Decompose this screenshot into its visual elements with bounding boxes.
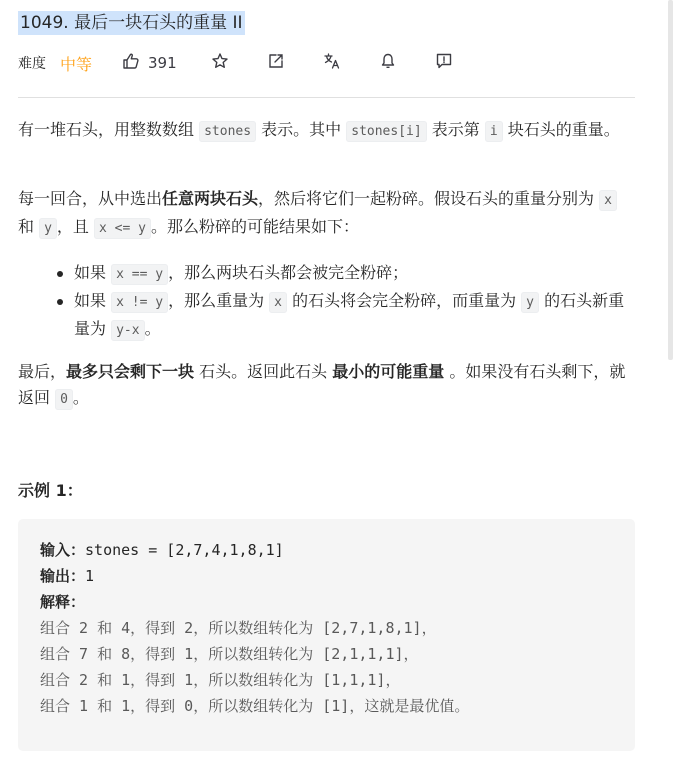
list-item: 如果 x == y ，那么两块石头都会被完全粉碎；: [74, 260, 638, 288]
example-input-line: 输入：stones = [2,7,4,1,8,1]: [40, 541, 284, 559]
favorite-button[interactable]: [207, 52, 233, 74]
problem-title: 1049. 最后一块石头的重量 II: [20, 13, 243, 33]
inline-code: y-x: [111, 320, 144, 341]
description-paragraph-1: 有一堆石头，用整数数组 stones 表示。其中 stones[i] 表示第 i 块石头的重量。: [18, 117, 638, 145]
example-step: 组合 2 和 4，得到 2，所以数组转化为 [2,7,1,8,1]，: [40, 619, 437, 637]
inline-code: x != y: [111, 292, 168, 313]
page-scrollbar[interactable]: [668, 0, 673, 360]
description-paragraph-3: 最后，最多只会剩下一块 石头。返回此石头 最小的可能重量 。如果没有石头剩下，就返回 0 。: [18, 359, 638, 413]
emphasis: 最多只会剩下一块: [66, 362, 195, 381]
inline-code: 0: [55, 389, 73, 410]
inline-code: x == y: [111, 264, 168, 285]
share-icon: [267, 52, 285, 74]
bullet-icon: [57, 271, 63, 277]
description-paragraph-2: 每一回合，从中选出任意两块石头，然后将它们一起粉碎。假设石头的重量分别为 x 和 y ，且 x <= y 。那么粉碎的可能结果如下：: [18, 186, 638, 242]
list-item: 如果 x != y ，那么重量为 x 的石头将会完全粉碎，而重量为 y 的石头新重量为 y-x 。: [74, 288, 638, 344]
example-heading: 示例 1：: [18, 481, 83, 500]
bullet-icon: [57, 299, 63, 305]
difficulty-label: 难度: [18, 56, 46, 72]
thumbs-up-icon: [122, 52, 140, 74]
example-step: 组合 1 和 1，得到 0，所以数组转化为 [1]，这就是最优值。: [40, 697, 470, 715]
difficulty-badge: 中等: [60, 54, 93, 74]
inline-code: y: [521, 292, 539, 313]
feedback-icon: [435, 52, 453, 74]
feedback-button[interactable]: [431, 52, 457, 74]
example-block: [18, 519, 635, 751]
problem-meta-bar: [18, 50, 457, 76]
inline-code: stones[i]: [346, 121, 426, 142]
share-button[interactable]: [263, 52, 289, 74]
emphasis: 任意两块石头: [162, 189, 259, 208]
star-icon: [211, 52, 229, 74]
emphasis: 最小的可能重量: [332, 362, 445, 381]
translate-button[interactable]: [319, 52, 345, 74]
inline-code: x: [269, 292, 287, 313]
header-divider: [18, 97, 635, 98]
example-step: 组合 2 和 1，得到 1，所以数组转化为 [1,1,1]，: [40, 671, 401, 689]
example-explain-label: 解释：: [40, 593, 86, 611]
translate-icon: [323, 52, 341, 74]
inline-code: i: [485, 121, 503, 142]
like-count: 391: [148, 54, 177, 72]
inline-code: x <= y: [94, 218, 151, 239]
inline-code: stones: [199, 121, 256, 142]
example-output-line: 输出：1: [40, 567, 95, 585]
example-step: 组合 7 和 8，得到 1，所以数组转化为 [2,1,1,1]，: [40, 645, 419, 663]
inline-code: x: [599, 190, 617, 211]
bell-icon: [379, 52, 397, 74]
inline-code: y: [39, 218, 57, 239]
notify-button[interactable]: [375, 52, 401, 74]
outcome-list: [18, 260, 638, 344]
like-button[interactable]: [122, 52, 177, 74]
